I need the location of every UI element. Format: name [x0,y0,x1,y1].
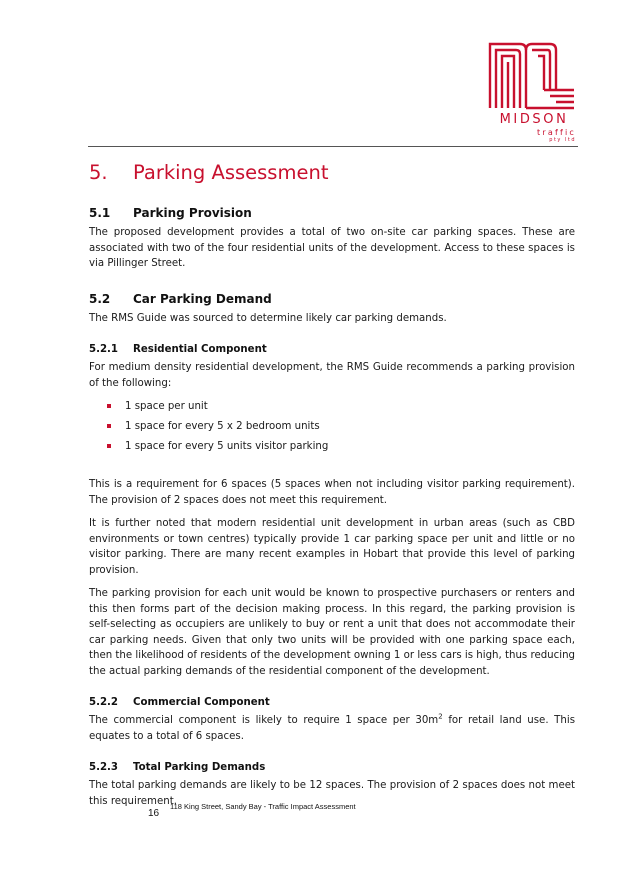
page-number: 16 [148,808,160,819]
paragraph-residential-intro: For medium density residential development, the RMS Guide recommends a parking provision of the following: [89,362,575,389]
section-number: 5. [89,160,108,184]
header-divider [88,146,578,147]
paragraph-total-parking-demands: The total parking demands are likely to be 12 spaces. The provision of 2 spaces does not meet this requirement. [89,780,575,807]
list-item: 1 space for every 5 x 2 bedroom units [105,419,575,434]
list-item: 1 space for every 5 units visitor parking [105,439,575,454]
footer-text: 118 King Street, Sandy Bay - Traffic Impact Assessment [170,802,356,811]
brand-company-suffix: pty ltd [549,137,576,143]
paragraph-residential-note: It is further noted that modern residential unit development in urban areas (such as CBD environments or town centres) typically provide 1 car parking space per unit and little or no visitor parking. There are many recent examples in Hobart that provide this level of parking provision. [89,518,575,576]
section-title: Parking Assessment [133,160,329,184]
document-body [89,158,575,817]
subsection-heading-5-2-2: 5.2.2 Commercial Component [89,697,270,708]
paragraph-car-parking-demand: The RMS Guide was sourced to determine likely car parking demands. [89,312,447,324]
residential-requirements-list [89,399,575,454]
brand-name: MIDSON [499,112,569,127]
paragraph-parking-provision: The proposed development provides a total of two on-site car parking spaces. These are associated with two of the four residential units of the development. Access to these spaces is via Pillinger Street. [89,227,575,269]
subsection-heading-5-2-3: 5.2.3 Total Parking Demands [89,762,266,773]
paragraph-commercial-component: The commercial component is likely to require 1 space per $30m^2$ for retail land use. This equates to a total of 6 spaces. [89,712,575,742]
subsection-heading-5-1: 5.1 Parking Provision [89,206,252,220]
brand-subtitle: traffic [537,128,576,137]
midson-logo-icon [486,40,578,110]
subsection-heading-5-2: 5.2 Car Parking Demand [89,291,272,306]
section-heading [89,158,575,186]
subsection-heading-5-2-1: 5.2.1 Residential Component [89,344,267,355]
paragraph-residential-selection: The parking provision for each unit would be known to prospective purchasers or renters and this then forms part of the decision making process. In this regard, the parking provision is self-selecting as occupiers are unlikely to buy or rent a unit that does not accommodate their car parking needs. Given that only two units will be provided with one parking space each, then the likelihood of residents of the development owning 1 or less cars is high, thus reducing the actual parking demands of the residential component of the development. [89,588,575,677]
paragraph-residential-requirement: This is a requirement for 6 spaces (5 spaces when not including visitor parking requirement). The provision of 2 spaces does not meet this requirement. [89,479,575,506]
list-item: 1 space per unit [105,399,575,414]
